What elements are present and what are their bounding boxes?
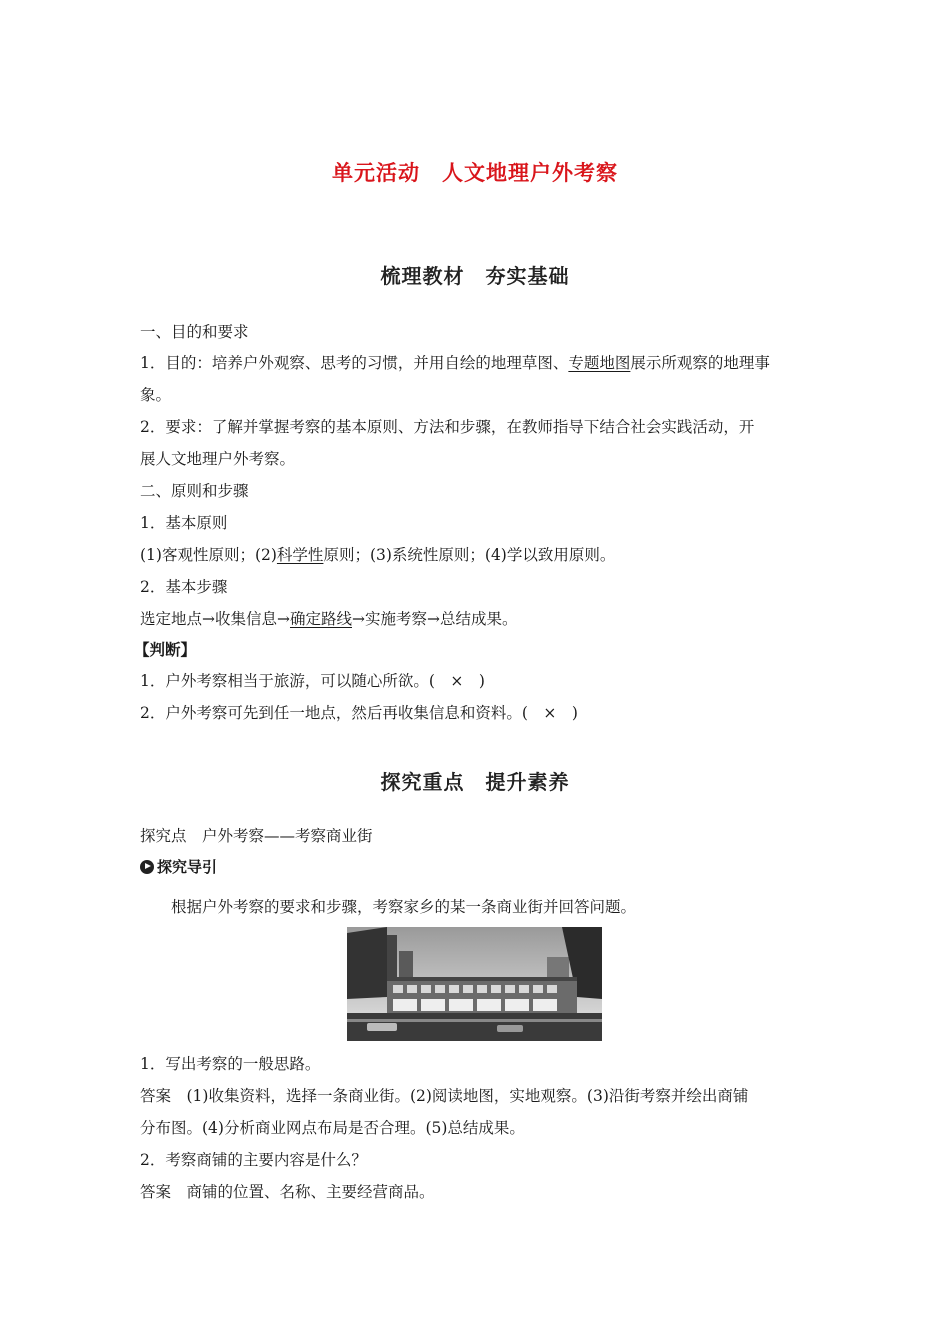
guide-label [140,856,217,877]
paragraph-purpose-cont: 象。 [140,386,172,404]
explore-intro: 根据户外考察的要求和步骤，考察家乡的某一条商业街并回答问题。 [171,898,637,916]
text: 1．目的：培养户外观察、思考的习惯，并用自绘的地理草图、 [140,354,569,372]
judge-item: 2．户外考察可先到任一地点，然后再收集信息和资料。( × ) [140,704,578,722]
page-title: 单元活动 人文地理户外考察 [332,161,618,185]
fill-blank: 确定路线 [289,610,352,628]
text: →实施考察→总结成果。 [352,610,518,628]
text: 原则；(3)系统性原则；(4)学以致用原则。 [323,546,616,564]
text: 选定地点→收集信息→ [140,610,290,628]
answer: 答案 (1)收集资料，选择一条商业街。(2)阅读地图，实地观察。(3)沿街考察并绘出商铺 [140,1087,749,1105]
play-circle-icon [140,860,154,874]
judge-item: 1．户外考察相当于旅游，可以随心所欲。( × ) [140,672,485,690]
commercial-street-photo [347,927,602,1041]
answer: 答案 商铺的位置、名称、主要经营商品。 [140,1183,435,1201]
heading-purpose: 一、目的和要求 [140,323,249,341]
text: (1)客观性原则；(2) [140,546,277,564]
paragraph-requirement-cont: 展人文地理户外考察。 [140,450,296,468]
question: 1．写出考察的一般思路。 [140,1055,321,1073]
fill-blank: 专题地图 [568,354,631,372]
paragraph-steps [140,609,517,629]
subheading-basic-principles: 1．基本原则 [140,514,228,532]
judge-label: 【判断】 [134,641,197,659]
heading-principles: 二、原则和步骤 [140,482,249,500]
fill-blank: 科学性 [276,546,324,564]
subheading-basic-steps: 2．基本步骤 [140,578,228,596]
explore-topic: 探究点 户外考察——考察商业街 [140,827,373,845]
section-heading-explore: 探究重点 提升素养 [380,770,570,794]
paragraph-purpose [140,353,770,373]
question: 2．考察商铺的主要内容是什么？ [140,1151,367,1169]
guide-text: 探究导引 [157,858,218,876]
paragraph-principles [140,545,615,565]
section-heading-basics: 梳理教材 夯实基础 [380,264,570,288]
text: 展示所观察的地理事 [630,354,770,372]
answer-cont: 分布图。(4)分析商业网点布局是否合理。(5)总结成果。 [140,1119,525,1137]
paragraph-requirement: 2．要求：了解并掌握考察的基本原则、方法和步骤，在教师指导下结合社会实践活动，开 [140,418,755,436]
